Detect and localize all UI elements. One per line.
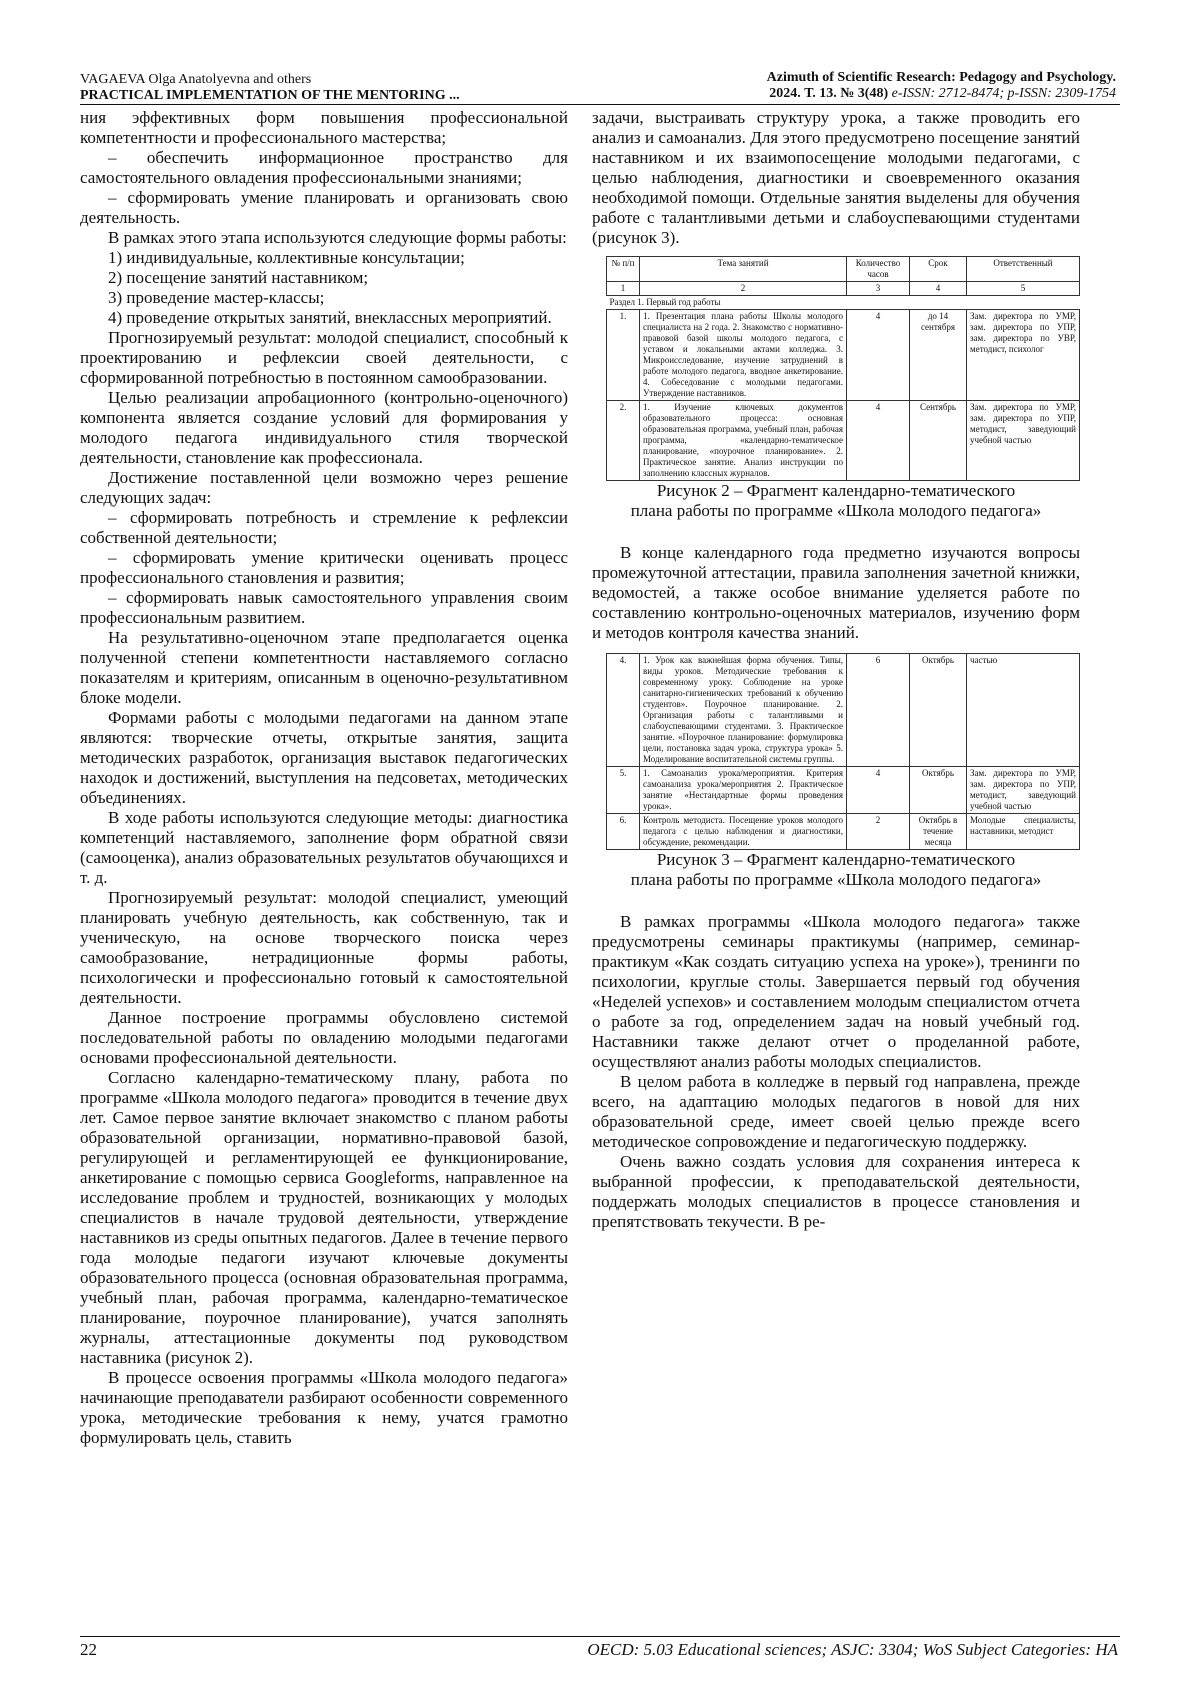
left-column-paragraph: В рамках этого этапа используются следующие формы работы:	[108, 228, 567, 247]
row-responsible: Зам. директора по УМР, зам. директора по УПР, методист, заведующий учебной частью	[967, 767, 1080, 814]
row-hours: 2	[847, 814, 910, 850]
table-row	[607, 310, 1080, 401]
figure-3-table	[606, 653, 1080, 850]
table-row	[607, 401, 1080, 481]
row-responsible: Зам. директора по УМР, зам. директора по УПР, зам. директора по УВР, методист, психолог	[967, 310, 1080, 401]
left-column-paragraph: Формами работы с молодыми педагогами на данном этапе являются: творческие отчеты, открытые занятия, защита методических разработок, организация выставок педагогических находок и достижений, выступления на педсоветах, методических объединениях.	[80, 708, 568, 807]
row-topic: 1. Изучение ключевых документов образовательного процесса: основная образовательная программа, учебный план, рабочая программа, «календарно-тематическое планирование, «поурочное планирование». 2. Практическое занятие. Анализ инструкции по заполнению классных журналов.	[640, 401, 847, 481]
left-column-paragraph: – сформировать умение планировать и организовать свою деятельность.	[80, 188, 568, 227]
row-responsible: Молодые специалисты, наставники, методист	[967, 814, 1080, 850]
right-middle-paragraph: В конце календарного года предметно изучаются вопросы промежуточной аттестации, правила заполнения зачетной книжки, ведомостей, а также особое внимание уделяется работе по составлению контрольно-оценочных материалов, изучению форм и методов контроля качества знаний.	[592, 543, 1080, 642]
column-header: Количество часов	[847, 257, 910, 282]
left-column-paragraph: – сформировать навык самостоятельного управления своим профессиональным развитием.	[80, 588, 568, 627]
left-column-paragraph: Согласно календарно-тематическому плану, работа по программе «Школа молодого педагога» проводится в течение двух лет. Самое первое занятие включает знакомство с планом работы образовательной организации, нормативно-правовой базой, регулирующей и регламентирующей ее функционирование, анкетирование с помощью сервиса Googleforms, направленное на исследование проблем и трудностей, возникающих у молодых специалистов в начале трудовой деятельности, утверждение наставников из среды опытных педагогов. Далее в течение первого года молодые педагоги изучают ключевые документы образовательного процесса (основная образовательная программа, учебный план, рабочая программа, календарно-тематическое планирование, поурочное планирование), учатся заполнять журналы, аттестационные документы под руководством наставника (рисунок 2).	[80, 1068, 568, 1367]
column-number: 1	[607, 282, 640, 296]
header-rule	[80, 104, 1120, 105]
row-term: Сентябрь	[910, 401, 967, 481]
left-column-paragraph: 1) индивидуальные, коллективные консультации;	[108, 248, 465, 267]
table-row	[607, 767, 1080, 814]
row-number: 4.	[607, 654, 640, 767]
header-journal: Azimuth of Scientific Research: Pedagogy and Psychology.	[766, 70, 1116, 85]
table-row	[607, 814, 1080, 850]
right-closing-paragraph: В рамках программы «Школа молодого педагога» также предусмотрены семинары практикумы (например, семинар-практикум «Как создать ситуацию успеха на уроке»), тренинги по психологии, круглые столы. Завершается первый год обучения «Неделей успехов» и составлением молодым специалистом отчета о работе за год, определением задач на новый учебный год. Наставники также делают отчет о проделанной работе, осуществляют анализ работы молодых специалистов.	[592, 912, 1080, 1071]
row-topic: 1. Презентация плана работы Школы молодого специалиста на 2 года. 2. Знакомство с нормативно-правовой базой школы молодого педагога, с уставом и локальными актами колледжа. 3. Микроисследование, изучение затруднений в работе молодого педагога, вводное анкетирование. 4. Собеседование с молодыми педагогами. Утверждение наставников.	[640, 310, 847, 401]
table-row	[607, 654, 1080, 767]
figure-2-table	[606, 256, 1080, 481]
right-closing-paragraphs	[592, 912, 1080, 1232]
row-term: до 14 сентября	[910, 310, 967, 401]
row-topic: 1. Самоанализ урока/мероприятия. Критерия самоанализа урока/мероприятия 2. Практическое занятие «Нестандартные формы проведения урока».	[640, 767, 847, 814]
figure-2-caption-line-1: Рисунок 2 – Фрагмент календарно-тематического	[656, 481, 1016, 500]
right-column	[592, 108, 1080, 1232]
row-number: 2.	[607, 401, 640, 481]
column-number: 3	[847, 282, 910, 296]
left-column-paragraph: ния эффективных форм повышения профессиональной компетентности и профессионального мастерства;	[80, 108, 568, 147]
left-column-paragraph: Данное построение программы обусловлено системой последовательной работы по овладению молодыми педагогами основами профессиональной деятельности.	[80, 1008, 568, 1067]
right-closing-paragraph: Очень важно создать условия для сохранения интереса к выбранной профессии, к преподавательской деятельности, поддержать молодых специалистов в процессе становления и препятствовать текучести. В ре-	[592, 1152, 1080, 1231]
row-number: 6.	[607, 814, 640, 850]
figure-3-caption-line-2: плана работы по программе «Школа молодого педагога»	[630, 870, 1042, 889]
figure-3-caption-line-1: Рисунок 3 – Фрагмент календарно-тематического	[656, 850, 1016, 869]
right-closing-paragraph: В целом работа в колледже в первый год направлена, прежде всего, на адаптацию молодых педагогов в новой для них образовательной среде, имеет своей целью прежде всего методическое сопровождение и педагогическую поддержку.	[592, 1072, 1080, 1151]
row-number: 5.	[607, 767, 640, 814]
running-header-left	[80, 72, 460, 104]
column-number: 2	[640, 282, 847, 296]
left-column-paragraph: 4) проведение открытых занятий, внеклассных мероприятий.	[108, 308, 552, 327]
row-topic: 1. Урок как важнейшая форма обучения. Типы, виды уроков. Методические требования к современному уроку. Соблюдение на уроке санитарно-гигиенических требований к обучению студентов». Поурочное планирование. 2. Организация работы с талантливыми и слабоуспевающими студентами. 3. Практическое занятие. «Поурочное планирование: формулировка цели, постановка задач урока, структура урока» 5. Моделирование воспитательной системы группы.	[640, 654, 847, 767]
footer-rule	[80, 1636, 1120, 1637]
figure-2-caption-line-2: плана работы по программе «Школа молодого педагога»	[630, 501, 1042, 520]
left-column-paragraph: В процессе освоения программы «Школа молодого педагога» начинающие преподаватели разбирают особенности современного урока, методические требования к нему, учатся грамотно формулировать цель, ставить	[80, 1368, 568, 1447]
row-topic: Контроль методиста. Посещение уроков молодого педагога с целью наблюдения и диагностики, обсуждение, рекомендации.	[640, 814, 847, 850]
header-issn: e-ISSN: 2712-8474; p-ISSN: 2309-1754	[888, 86, 1116, 101]
footer-classification: OECD: 5.03 Educational sciences; ASJC: 3304; WoS Subject Categories: HA	[587, 1640, 1118, 1659]
right-intro-paragraph: задачи, выстраивать структуру урока, а также проводить его анализ и самоанализ. Для этого предусмотрено посещение занятий наставником и их взаимопосещение молодыми педагогами, с целью наблюдения, диагностики и своевременного оказания необходимой помощи. Отдельные занятия выделены для обучения работе с талантливыми детьми и слабоуспевающими студентами (рисунок 3).	[592, 108, 1080, 247]
header-article-title: PRACTICAL IMPLEMENTATION OF THE MENTORING ...	[80, 88, 460, 103]
row-hours: 4	[847, 767, 910, 814]
left-column-paragraph: – обеспечить информационное пространство для самостоятельного овладения профессиональными знаниями;	[80, 148, 568, 187]
row-term: Октябрь	[910, 654, 967, 767]
left-column-paragraph: – сформировать потребность и стремление к рефлексии собственной деятельности;	[80, 508, 568, 547]
header-issue	[767, 86, 1116, 102]
left-column-paragraph: На результативно-оценочном этапе предполагается оценка полученной степени компетентности наставляемого согласно показателям и критериям, описанным в оценочно-результативном блоке модели.	[80, 628, 568, 707]
column-number: 5	[967, 282, 1080, 296]
left-column-paragraph: Прогнозируемый результат: молодой специалист, умеющий планировать учебную деятельность, как собственную, так и ученическую, на основе творческого поиска через самообразование, нетрадиционные формы работы, психологически и профессионально готовый к самостоятельной деятельности.	[80, 888, 568, 1007]
figure-2-number-row	[607, 282, 1080, 296]
running-header-right	[767, 70, 1116, 102]
left-column	[80, 108, 568, 1448]
left-column-paragraph: Прогнозируемый результат: молодой специалист, способный к проектированию и рефлексии своей деятельности, с сформированной потребностью в постоянном самообразовании.	[80, 328, 568, 387]
row-hours: 4	[847, 401, 910, 481]
header-issue-number: 2024. Т. 13. № 3(48)	[769, 86, 889, 101]
row-responsible: Зам. директора по УМР, зам. директора по УПР, методист, заведующий учебной частью	[967, 401, 1080, 481]
column-header: Ответственный	[967, 257, 1080, 282]
left-column-paragraph: Достижение поставленной цели возможно через решение следующих задач:	[80, 468, 568, 507]
row-number: 1.	[607, 310, 640, 401]
left-column-paragraph: – сформировать умение критически оценивать процесс профессионального становления и развития;	[80, 548, 568, 587]
left-column-paragraph: В ходе работы используются следующие методы: диагностика компетенций наставляемого, заполнение форм обратной связи (самооценка), анализ образовательных результатов обучающихся и т. д.	[80, 808, 568, 887]
column-header: № п/п	[607, 257, 640, 282]
page-number: 22	[80, 1640, 97, 1659]
left-column-paragraph: Целью реализации апробационного (контрольно-оценочного) компонента является создание условий для формирования у молодого педагога индивидуального стиля творческой деятельности, становление как профессионала.	[80, 388, 568, 467]
figure-2-section-label: Раздел 1. Первый год работы	[607, 296, 1080, 310]
row-responsible: частью	[967, 654, 1080, 767]
figure-2-header-row	[607, 257, 1080, 282]
left-column-paragraph: 3) проведение мастер-классы;	[108, 288, 325, 307]
header-author: VAGAEVA Olga Anatolyevna and others	[80, 72, 312, 87]
column-header: Тема занятий	[640, 257, 847, 282]
row-hours: 4	[847, 310, 910, 401]
row-term: Октябрь в течение месяца	[910, 814, 967, 850]
left-column-paragraph: 2) посещение занятий наставником;	[108, 268, 369, 287]
column-header: Срок	[910, 257, 967, 282]
row-hours: 6	[847, 654, 910, 767]
column-number: 4	[910, 282, 967, 296]
row-term: Октябрь	[910, 767, 967, 814]
